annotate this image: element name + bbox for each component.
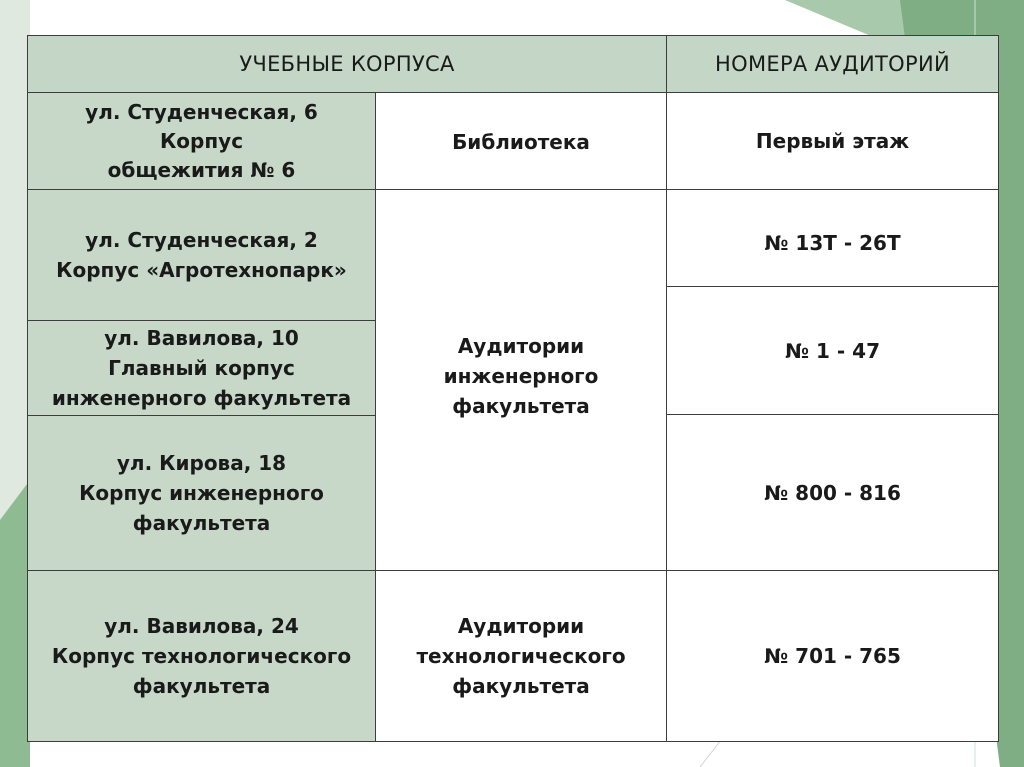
row-4-rooms: [666, 414, 999, 571]
row-2-address-line-1: ул. Студенческая, 2: [85, 228, 318, 252]
row-4-address-line-2: Корпус инженерного: [79, 481, 324, 505]
row-5-location: [375, 570, 667, 742]
row-1-location-text: Библиотека: [452, 130, 590, 154]
header-buildings-label: УЧЕБНЫЕ КОРПУСА: [239, 52, 455, 76]
row-1-address-line-1: ул. Студенческая, 6: [85, 99, 318, 124]
engineering-location: [375, 189, 667, 571]
engineering-location-line-2: инженерного: [443, 364, 599, 388]
row-4-address: [27, 415, 376, 571]
row-1-address: [27, 92, 376, 190]
row-4-address-line-3: факультета: [132, 511, 271, 535]
row-1-rooms: [666, 92, 999, 190]
row-5-address: [27, 570, 376, 742]
row-5-address-line-3: факультета: [132, 674, 271, 698]
row-3-rooms: [666, 286, 999, 415]
row-2-address-line-2: Корпус «Агротехнопарк»: [56, 258, 347, 282]
row-5-location-line-3: факультета: [452, 674, 590, 698]
row-3-rooms-text: № 1 - 47: [785, 338, 880, 363]
header-buildings: [27, 35, 667, 93]
row-3-address-line-3: инженерного факультета: [51, 386, 352, 410]
engineering-location-line-1: Аудитории: [457, 334, 585, 358]
row-2-address: [27, 189, 376, 321]
row-3-address-line-2: Главный корпус: [108, 356, 295, 380]
row-1-address-line-3: общежития № 6: [107, 157, 296, 182]
row-2-rooms-text: № 13Т - 26Т: [764, 231, 901, 255]
row-1-address-line-2: Корпус: [159, 128, 244, 153]
row-1-location: [375, 92, 667, 190]
row-3-address-line-1: ул. Вавилова, 10: [104, 326, 299, 350]
row-5-address-line-2: Корпус технологического: [51, 644, 352, 668]
header-rooms-label: НОМЕРА АУДИТОРИЙ: [715, 52, 950, 76]
row-5-location-line-1: Аудитории: [457, 614, 585, 638]
row-4-address-line-1: ул. Кирова, 18: [116, 451, 287, 475]
row-4-rooms-text: № 800 - 816: [764, 480, 901, 505]
engineering-location-line-3: факультета: [452, 394, 590, 418]
row-5-address-line-1: ул. Вавилова, 24: [104, 614, 299, 638]
row-3-address: [27, 320, 376, 416]
row-5-location-line-2: технологического: [416, 644, 626, 668]
row-2-rooms: [666, 189, 999, 287]
row-5-rooms: [666, 570, 999, 742]
header-rooms: [666, 35, 999, 93]
row-5-rooms-text: № 701 - 765: [764, 644, 901, 668]
row-1-rooms-text: Первый этаж: [755, 129, 910, 153]
